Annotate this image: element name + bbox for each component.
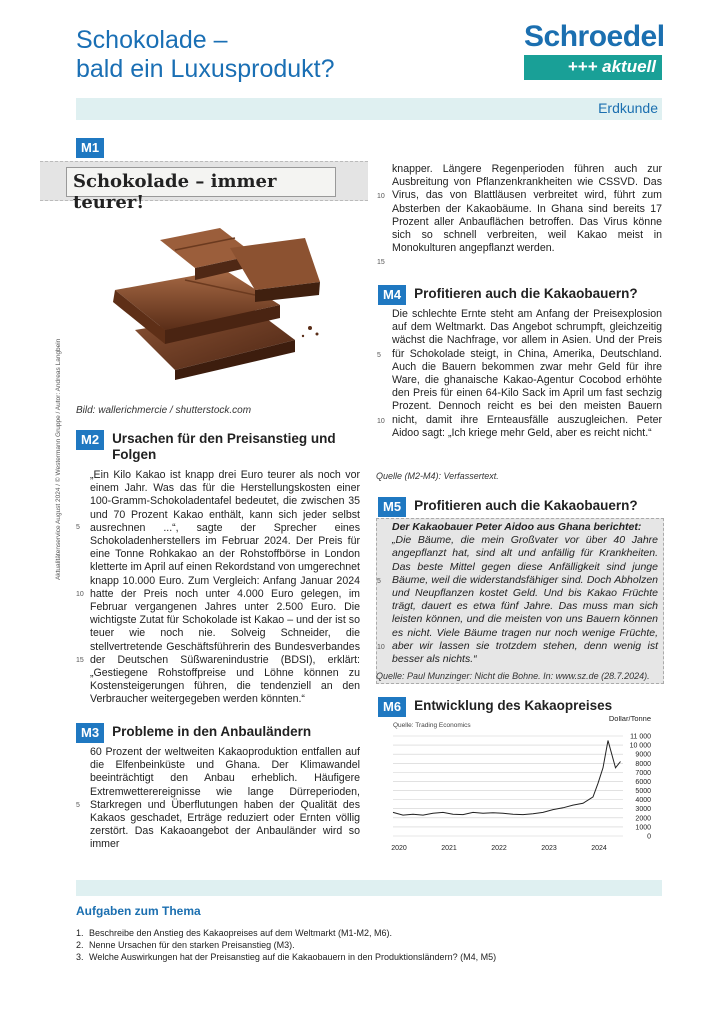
m5-source: Quelle: Paul Munzinger: Nicht die Bohne. In: www.sz.de (28.7.2024). xyxy=(376,671,650,681)
y-tick-label: 3000 xyxy=(635,806,651,814)
m4-tag: M4 xyxy=(378,285,406,305)
m2-tag: M2 xyxy=(76,430,104,450)
line-number: 5 xyxy=(377,352,381,359)
m5-header xyxy=(378,497,663,517)
m2-title: Ursachen für den Preisanstieg und Folgen xyxy=(112,431,336,462)
line-number: 10 xyxy=(377,193,385,200)
m6-header xyxy=(378,697,663,717)
m4-header xyxy=(378,285,663,305)
task-item xyxy=(76,939,676,951)
line-number: 5 xyxy=(76,802,80,809)
logo-tag: +++ aktuell xyxy=(524,55,662,80)
price-line xyxy=(393,741,621,816)
subject-label: Erdkunde xyxy=(598,100,658,116)
m5-title: Profitieren auch die Kakaobauern? xyxy=(414,498,638,513)
task-number: 2. xyxy=(76,940,84,950)
side-credit: Aktualitätenservice August 2024 / © Westermann Gruppe / Autor: Andreas Langbein xyxy=(55,338,62,580)
x-tick-label: 2023 xyxy=(541,845,557,852)
line-number: 5 xyxy=(76,524,80,531)
line-number: 10 xyxy=(377,644,385,651)
m1-header xyxy=(76,138,112,158)
task-number: 1. xyxy=(76,928,84,938)
y-axis-label: Dollar/Tonne xyxy=(608,716,651,723)
m5-lead: Der Kakaobauer Peter Aidoo aus Ghana berichtet: xyxy=(392,521,642,533)
page-title-line2: bald ein Luxusprodukt? xyxy=(76,55,335,83)
task-text: Welche Auswirkungen hat der Preisanstieg auf die Kakaobauern in den Produktionsländern? (M4, M5) xyxy=(89,952,497,962)
tasks-title: Aufgaben zum Thema xyxy=(76,904,201,918)
subject-bar xyxy=(76,98,662,120)
y-tick-label: 2000 xyxy=(635,815,651,823)
cocoa-price-chart xyxy=(389,716,662,856)
m3-tag: M3 xyxy=(76,723,104,743)
task-number: 3. xyxy=(76,952,84,962)
line-number: 10 xyxy=(377,418,385,425)
task-text: Beschreibe den Anstieg des Kakaopreises auf dem Weltmarkt (M1-M2, M6). xyxy=(89,928,392,938)
m2-text: „Ein Kilo Kakao ist knapp drei Euro teurer als noch vor einem Jahr. Was das für die Herstellungskosten einer 100-Gramm-Schokoladentafel bedeutet, die zwischen 35 und 70 Prozent Kakao enthält, kann sich jeder selbst ausrechnen ...“, sagte der Sprecher eines Schokoladenherstellers im Februar 2024. Der Preis für eine Tonne Rohkakao an der Rohstoffbörse in London kletterte im April auf einen Rekordstand von umgerechnet knapp 10.000 Euro. Zum Vergleich: Anfang Januar 2024 hatte der Preis noch unter 4.000 Euro gelegen, im Februar vergangenen Jahres unter 2.500 Euro. Die wichtigste Zutat für Schokolade ist Kakao – und der ist so teuer wie noch nie. Solveig Schneider, die stellvertretende Geschäftsführerin des Bundesverbandes der Deutschen Süßwarenindustrie (BDSI), erklärt: „Gestiegene Rohstoffpreise und Löhne können zu Kostensteigerungen führen, die tendenziell an den Verbraucher weitergegeben werden könnten.“ xyxy=(90,469,360,706)
m6-tag: M6 xyxy=(378,697,406,717)
y-tick-label: 4000 xyxy=(635,797,651,805)
x-tick-label: 2024 xyxy=(591,845,607,852)
tasks-list xyxy=(76,927,676,963)
page-title-line1: Schokolade – xyxy=(76,26,228,54)
publisher-logo xyxy=(524,20,665,80)
y-tick-label: 6000 xyxy=(635,778,651,786)
m3-header xyxy=(76,723,366,743)
m3-text-continued: knapper. Längere Regenperioden führen auch zur Ausbreitung von Pflanzenkrankheiten wie CSSVD. Das Virus, das von Blattläusen verbreitet wird, führt zum Absterben der Kakaobäume. In Ghana sind bereits 17 Prozent aller Anbauflächen betroffen. Das Virus könne sich so schnell verbreiten, weil Kakao meist in Monokulturen angepflanzt werden. xyxy=(392,163,662,255)
logo-name: Schroedel xyxy=(524,20,665,53)
task-text: Nenne Ursachen für den starken Preisanstieg (M3). xyxy=(89,940,295,950)
y-tick-label: 1000 xyxy=(635,824,651,832)
y-tick-label: 0 xyxy=(647,833,651,841)
y-tick-label: 11 000 xyxy=(630,733,651,741)
m1-headline: Schokolade – immer teurer! xyxy=(66,167,336,197)
y-tick-label: 10 000 xyxy=(629,742,651,750)
y-tick-label: 8000 xyxy=(635,760,651,768)
line-number: 10 xyxy=(76,591,84,598)
chocolate-image xyxy=(105,220,335,380)
line-number: 15 xyxy=(377,259,385,266)
y-tick-label: 9000 xyxy=(635,751,651,759)
tasks-bar xyxy=(76,880,662,896)
m4-text: Die schlechte Ernte steht am Anfang der Preisexplosion auf dem Weltmarkt. Das Angebot schrumpft, gleichzeitig wächst die Nachfrage, vor allem in Asien. Und der Preis für Schokolade steigt, in China, Amerika, Deutschland. Auch die Bauern bekommen zwar mehr Geld für ihre Ware, die ghanaische Kakao-Agentur Cocobod erhöhte den Preis für einen 64-Kilo Sack im April um fast sechzig Prozent. Dennoch reicht es bei den meisten Bauern nicht, damit ihre Ernteausfälle auszugleichen. Peter Aidoo sagt: „Ich kriege mehr Geld, aber es reicht nicht.“ xyxy=(392,308,662,439)
line-number: 5 xyxy=(377,578,381,585)
y-tick-label: 5000 xyxy=(635,788,651,796)
task-item xyxy=(76,927,676,939)
m5-quote xyxy=(392,521,658,666)
line-number: 15 xyxy=(76,657,84,664)
m2-header xyxy=(76,430,366,463)
chart-source: Quelle: Trading Economics xyxy=(393,722,471,729)
x-tick-label: 2020 xyxy=(391,845,407,852)
m5-text: „Die Bäume, die mein Großvater vor über 40 Jahre angepflanzt hat, sind alt und anfällig für Krankheiten. Das beste Mittel gegen diese Anfälligkeit sind junge Bäume, weil die widerstandsfähiger sind. Doch Abholzen und Neupflanzen kostet Geld. Und bis Kakao Früchte trägt, dauert es etwa fünf Jahre. Das muss man sich leisten können, und die meisten von uns Bauern können es nicht. Viele Bäume tragen nur noch wenige Früchte, aber wir lassen sie trotzdem stehen, denn wenig ist besser als nichts.“ xyxy=(392,534,658,666)
page-title xyxy=(76,26,335,84)
m6-title: Entwicklung des Kakaopreises xyxy=(414,698,613,713)
x-tick-label: 2022 xyxy=(491,845,507,852)
y-tick-label: 7000 xyxy=(635,769,651,777)
m3-title: Probleme in den Anbauländern xyxy=(112,724,312,739)
m5-tag: M5 xyxy=(378,497,406,517)
m1-tag: M1 xyxy=(76,138,104,158)
m4-source: Quelle (M2-M4): Verfassertext. xyxy=(376,471,499,481)
x-tick-label: 2021 xyxy=(441,845,457,852)
m4-title: Profitieren auch die Kakaobauern? xyxy=(414,286,638,301)
m1-image-credit: Bild: wallerichmercie / shutterstock.com xyxy=(76,405,252,416)
m3-text: 60 Prozent der weltweiten Kakaoproduktion entfallen auf die Elfenbeinküste und Ghana. Der Klimawandel beeinträchtigt den Anbau erheblich. Häufigere Extremwetterereignisse wie lange Dürreperioden, Starkregen und Überflutungen haben der Qualität des Kakaos geschadet, Erträge reduziert oder Ernten völlig zerstört. Das Kakaoangebot der Anbauländer wird so immer xyxy=(90,746,360,851)
task-item xyxy=(76,951,676,963)
